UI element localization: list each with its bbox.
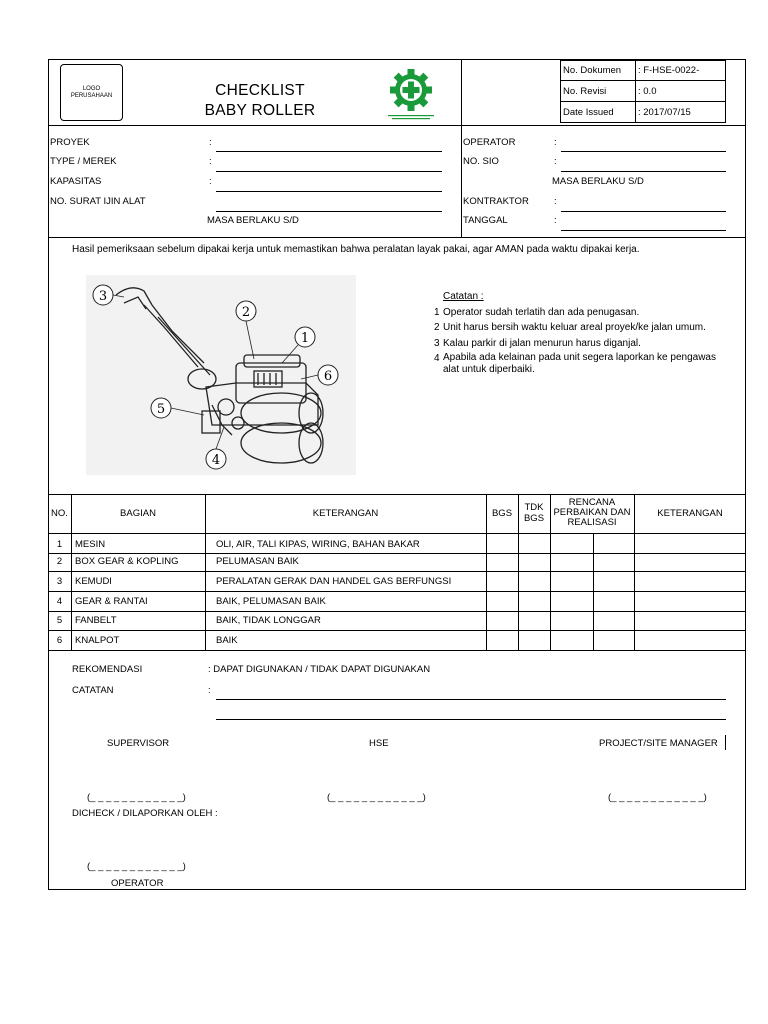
k3-gear-icon: [384, 66, 452, 122]
kontraktor-field[interactable]: [561, 211, 726, 212]
revision-label: No. Revisi: [561, 81, 636, 102]
surat-ijin-label: NO. SURAT IJIN ALAT: [50, 196, 146, 207]
proyek-label: PROYEK: [50, 137, 90, 148]
catatan-no-4: 4: [434, 353, 440, 364]
header-bottom-line: [48, 125, 746, 126]
row-5-no: 5: [56, 615, 63, 626]
row-3-bagian: KEMUDI: [75, 576, 112, 587]
row-6-bagian: KNALPOT: [75, 635, 120, 646]
info-bottom-line: [48, 237, 746, 238]
row-4-keterangan: BAIK, PELUMASAN BAIK: [216, 596, 326, 607]
header-no: NO.: [51, 508, 68, 519]
callout-6: 6: [323, 369, 333, 384]
callout-3: 3: [98, 289, 108, 304]
row-line: [48, 571, 746, 572]
table-bottom-line: [48, 650, 746, 651]
callout-4: 4: [211, 453, 221, 468]
kontraktor-label: KONTRAKTOR: [463, 196, 529, 207]
catatan-item-1: Operator sudah terlatih dan ada penugasan.: [443, 307, 640, 318]
row-2-bagian: BOX GEAR & KOPLING: [75, 556, 179, 567]
baby-roller-illustration: [86, 275, 356, 475]
header-bgs: BGS: [491, 508, 513, 519]
row-line: [48, 553, 746, 554]
document-info-table: [560, 60, 726, 123]
row-5-bagian: FANBELT: [75, 615, 117, 626]
catatan-item-2: Unit harus bersih waktu keluar areal proyek/ke jalan umum.: [443, 322, 706, 333]
masa-berlaku-right: MASA BERLAKU S/D: [552, 176, 644, 187]
title-line2: BABY ROLLER: [204, 102, 316, 119]
doc-number-value: : F-HSE-0022-: [636, 61, 726, 81]
row-6-no: 6: [56, 635, 63, 646]
date-issued-value: : 2017/07/15: [636, 102, 726, 123]
title-line1: CHECKLIST: [215, 82, 305, 99]
company-logo: [60, 64, 123, 121]
rekomendasi-label: REKOMENDASI: [72, 664, 143, 675]
catatan-item-3: Kalau parkir di jalan menurun harus diganjal.: [443, 338, 641, 349]
catatan-item-4: Apabila ada kelainan pada unit segera laporkan ke pengawas: [443, 352, 716, 363]
row-2-no: 2: [56, 556, 63, 567]
callout-1: 1: [300, 331, 310, 346]
rekomendasi-value[interactable]: : DAPAT DIGUNAKAN / TIDAK DAPAT DIGUNAKAN: [208, 664, 431, 675]
masa-berlaku-left: MASA BERLAKU S/D: [207, 215, 299, 226]
catatan-no-1: 1: [434, 307, 440, 318]
catatan-field-1[interactable]: [216, 699, 726, 700]
row-3-no: 3: [56, 576, 63, 587]
dicheck-label: DICHECK / DILAPORKAN OLEH :: [72, 808, 218, 819]
tanggal-colon: :: [554, 215, 557, 226]
header-rencana-1: RENCANA: [568, 497, 616, 508]
header-tdk: TDK: [524, 502, 544, 513]
text-cursor: [725, 735, 726, 750]
revision-value: : 0.0: [636, 81, 726, 102]
header-keterangan-2: KETERANGAN: [657, 508, 723, 519]
row-4-bagian: GEAR & RANTAI: [75, 596, 148, 607]
row-line: [48, 591, 746, 592]
no-sio-field[interactable]: [561, 171, 726, 172]
row-1-no: 1: [56, 539, 63, 550]
supervisor-label: SUPERVISOR: [107, 738, 170, 749]
callout-5: 5: [156, 402, 166, 417]
manager-label: PROJECT/SITE MANAGER: [599, 738, 718, 749]
surat-ijin-field[interactable]: [216, 211, 442, 212]
no-sio-label: NO. SIO: [463, 156, 499, 167]
row-2-keterangan: PELUMASAN BAIK: [216, 556, 299, 567]
row-1-keterangan: OLI, AIR, TALI KIPAS, WIRING, BAHAN BAKAR: [216, 539, 420, 550]
col-line: [593, 533, 594, 650]
operator-label: OPERATOR: [463, 137, 516, 148]
kapasitas-field[interactable]: [216, 191, 442, 192]
header-rencana-2: PERBAIKAN DAN: [553, 507, 631, 518]
operator-colon: :: [554, 137, 557, 148]
catatan-no-3: 3: [434, 338, 440, 349]
catatan-footer-colon: :: [208, 685, 211, 696]
date-issued-label: Date Issued: [561, 102, 636, 123]
header-bagian: BAGIAN: [120, 508, 156, 519]
row-line: [48, 611, 746, 612]
proyek-colon: :: [209, 137, 212, 148]
catatan-title: Catatan :: [443, 291, 484, 302]
logo-text-line2: PERUSAHAAN: [70, 92, 113, 99]
operator-signature[interactable]: (_ _ _ _ _ _ _ _ _ _ _ _): [87, 861, 186, 872]
row-line: [48, 630, 746, 631]
operator-footer-label: OPERATOR: [111, 878, 164, 889]
kontraktor-colon: :: [554, 196, 557, 207]
intro-text: Hasil pemeriksaan sebelum dipakai kerja untuk memastikan bahwa peralatan layak pakai, agar AMAN pada waktu dipakai kerja.: [72, 244, 640, 255]
no-sio-colon: :: [554, 156, 557, 167]
hse-label: HSE: [369, 738, 389, 749]
row-3-keterangan: PERALATAN GERAK DAN HANDEL GAS BERFUNGSI: [216, 576, 452, 587]
manager-signature[interactable]: (_ _ _ _ _ _ _ _ _ _ _ _): [608, 792, 707, 803]
header-tdk-bgs: BGS: [523, 513, 545, 524]
row-5-keterangan: BAIK, TIDAK LONGGAR: [216, 615, 321, 626]
kapasitas-colon: :: [209, 176, 212, 187]
row-6-keterangan: BAIK: [216, 635, 238, 646]
catatan-item-4-cont: alat untuk diperbaiki.: [443, 364, 535, 375]
supervisor-signature[interactable]: (_ _ _ _ _ _ _ _ _ _ _ _): [87, 792, 186, 803]
type-merek-colon: :: [209, 156, 212, 167]
row-1-bagian: MESIN: [75, 539, 106, 550]
catatan-footer-label: CATATAN: [72, 685, 114, 696]
type-merek-label: TYPE / MEREK: [50, 156, 117, 167]
logo-text-line1: LOGO: [82, 85, 101, 92]
callout-2: 2: [241, 305, 251, 320]
hse-signature[interactable]: (_ _ _ _ _ _ _ _ _ _ _ _): [327, 792, 426, 803]
operator-field[interactable]: [561, 151, 726, 152]
type-merek-field[interactable]: [216, 171, 442, 172]
proyek-field[interactable]: [216, 151, 442, 152]
catatan-field-2[interactable]: [216, 719, 726, 720]
tanggal-label: TANGGAL: [463, 215, 508, 226]
tanggal-field[interactable]: [561, 230, 726, 231]
table-header-bottom: [48, 533, 746, 534]
header-divider: [461, 59, 462, 238]
row-4-no: 4: [56, 596, 63, 607]
header-rencana-3: REALISASI: [567, 517, 617, 528]
catatan-no-2: 2: [434, 322, 440, 333]
table-top-line: [48, 494, 746, 495]
doc-number-label: No. Dokumen: [561, 61, 636, 81]
header-keterangan: KETERANGAN: [312, 508, 379, 519]
kapasitas-label: KAPASITAS: [50, 176, 102, 187]
